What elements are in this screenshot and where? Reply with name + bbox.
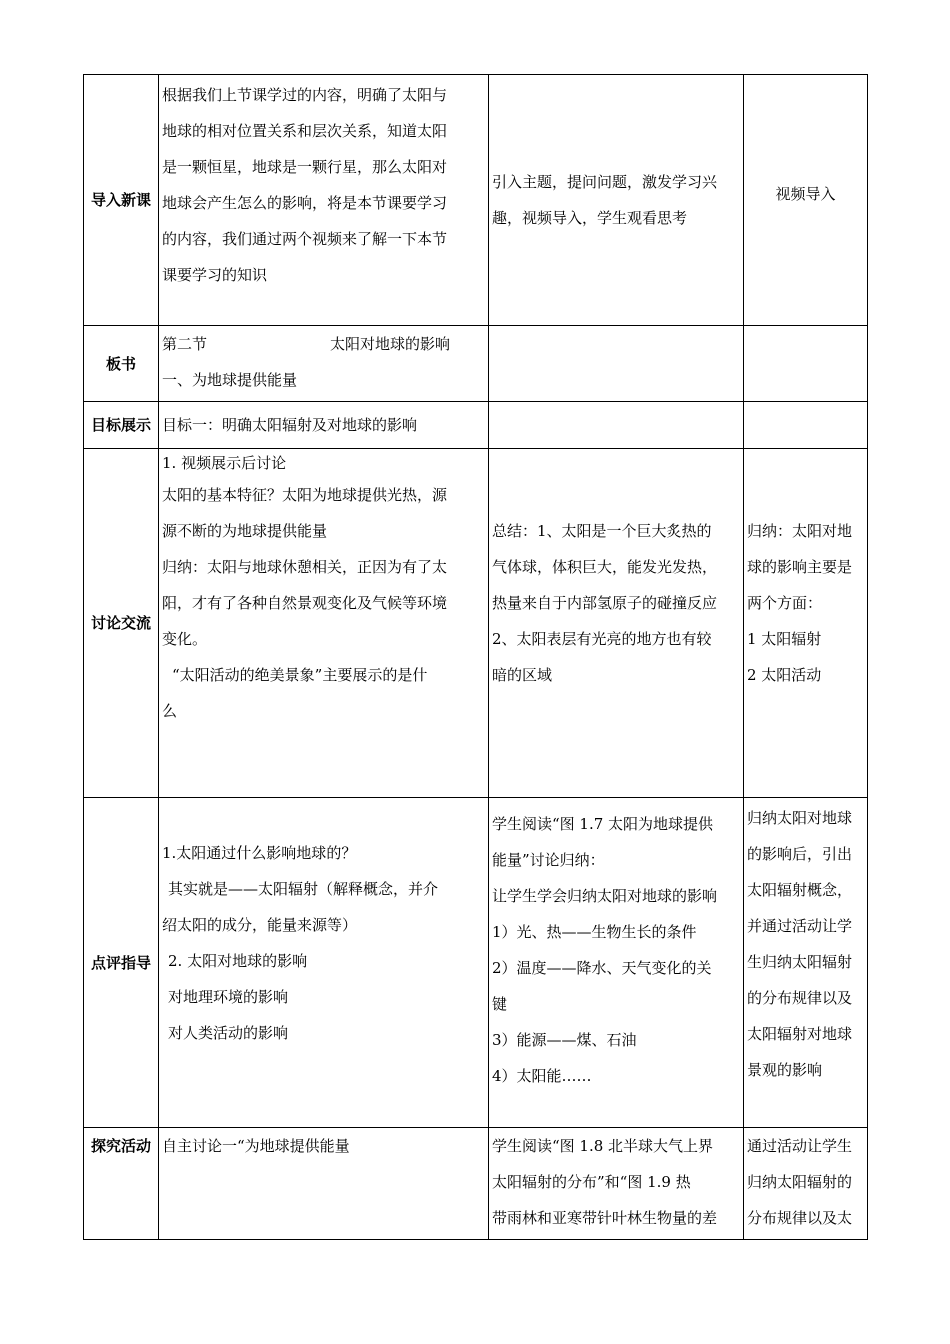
notes-cell: 归纳太阳对地球 的影响后，引出 太阳辐射概念， 并通过活动让学 生归纳太阳辐射 的分布规律以及 太阳辐射对地球 景观的影响 xyxy=(744,798,868,1128)
content-cell: 根据我们上节课学过的内容，明确了太阳与 地球的相对位置关系和层次关系，知道太阳 是一颗恒星，地球是一颗行星，那么太阳对 地球会产生怎么的影响，将是本节课要学习 的内容，我们通过两个视频来了解一下本节 课要学习的知识 xyxy=(159,75,489,326)
row-label: 导入新课 xyxy=(84,75,159,326)
notes-cell: 归纳：太阳对地 球的影响主要是 两个方面： 1 太阳辐射 2 太阳活动 xyxy=(744,449,868,798)
notes-cell xyxy=(744,402,868,449)
content-cell: 第二节 太阳对地球的影响 一、为地球提供能量 xyxy=(159,326,489,402)
table-row xyxy=(84,75,868,326)
row-label: 讨论交流 xyxy=(84,449,159,798)
row-label: 板书 xyxy=(84,326,159,402)
table-row xyxy=(84,1128,868,1240)
activity-cell: 学生阅读“图 1.7 太阳为地球提供 能量”讨论归纳： 让学生学会归纳太阳对地球的影响 1）光、热——生物生长的条件 2）温度——降水、天气变化的关 键 3）能源——煤、石油 4）太阳能…… xyxy=(489,798,744,1128)
activity-cell: 引入主题，提问问题，激发学习兴 趣，视频导入，学生观看思考 xyxy=(489,75,744,326)
activity-cell xyxy=(489,402,744,449)
table-row xyxy=(84,326,868,402)
content-cell: 1. 视频展示后讨论 太阳的基本特征？太阳为地球提供光热，源 源不断的为地球提供能量 归纳：太阳与地球休憩相关，正因为有了太 阳，才有了各种自然景观变化及气候等环境 变化。 “太阳活动的绝美景象”主要展示的是什 么 xyxy=(159,449,489,798)
content-cell: 目标一：明确太阳辐射及对地球的影响 xyxy=(159,402,489,449)
table-row xyxy=(84,449,868,798)
row-label: 目标展示 xyxy=(84,402,159,449)
row-label: 点评指导 xyxy=(84,798,159,1128)
notes-cell xyxy=(744,326,868,402)
activity-cell: 学生阅读“图 1.8 北半球大气上界 太阳辐射的分布”和“图 1.9 热 带雨林和亚寒带针叶林生物量的差 xyxy=(489,1128,744,1240)
content-cell: 1.太阳通过什么影响地球的？ 其实就是——太阳辐射（解释概念，并介 绍太阳的成分，能量来源等） 2. 太阳对地球的影响 对地理环境的影响 对人类活动的影响 xyxy=(159,798,489,1128)
row-label: 探究活动 xyxy=(84,1128,159,1240)
table-row xyxy=(84,798,868,1128)
activity-cell xyxy=(489,326,744,402)
notes-cell: 通过活动让学生 归纳太阳辐射的 分布规律以及太 xyxy=(744,1128,868,1240)
table-row xyxy=(84,402,868,449)
notes-cell: 视频导入 xyxy=(744,75,868,326)
content-cell: 自主讨论一“为地球提供能量 xyxy=(159,1128,489,1240)
lesson-plan-table xyxy=(83,74,868,1240)
activity-cell: 总结：1、太阳是一个巨大炙热的 气体球，体积巨大，能发光发热， 热量来自于内部氢原子的碰撞反应 2、太阳表层有光亮的地方也有较 暗的区域 xyxy=(489,449,744,798)
